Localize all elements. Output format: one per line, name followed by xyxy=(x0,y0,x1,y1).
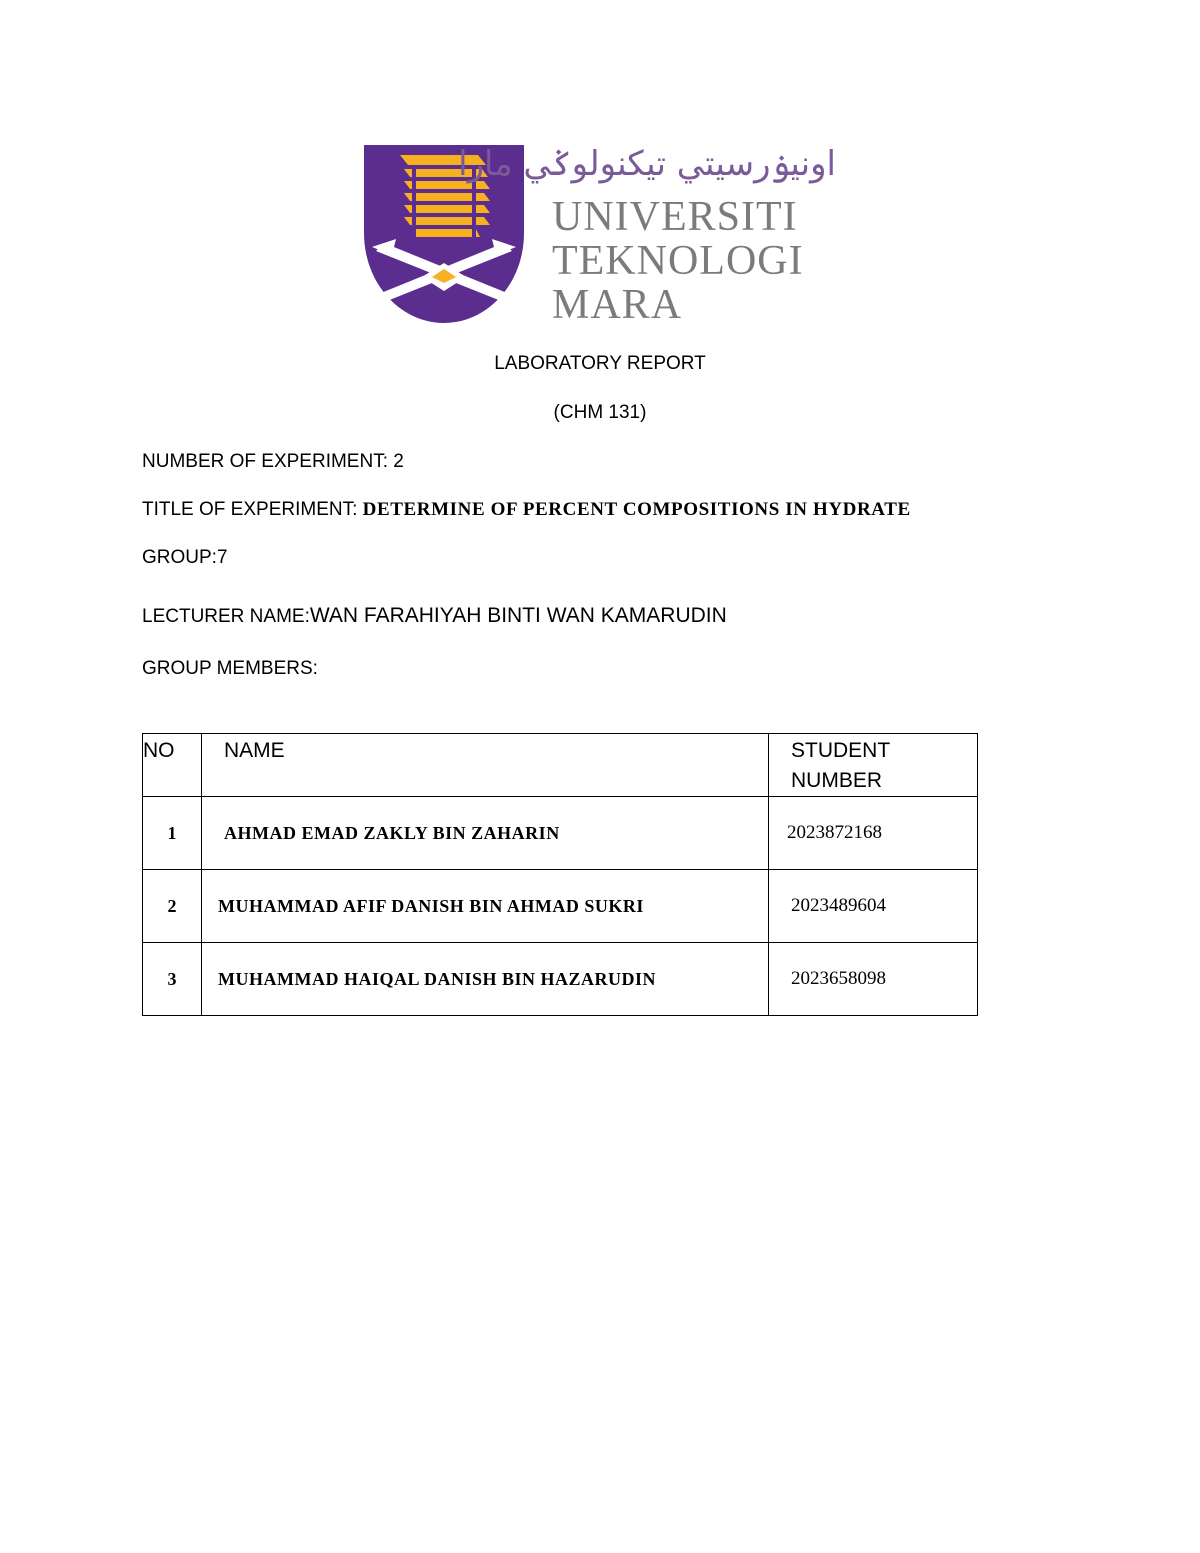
table-header-row xyxy=(143,734,978,797)
lecturer-value: WAN FARAHIYAH BINTI WAN KAMARUDIN xyxy=(309,604,727,627)
table-row xyxy=(143,797,978,870)
logo-arabic-text: اونيۏرسيتي تيكنولوݢي مارا xyxy=(458,144,836,184)
course-code: (CHM 131) xyxy=(553,402,647,423)
header-no: NO xyxy=(143,734,202,797)
lecturer-label: LECTURER NAME: xyxy=(142,606,310,627)
experiment-title-label: TITLE OF EXPERIMENT: xyxy=(142,499,363,520)
table-row xyxy=(143,943,978,1016)
logo-word-universiti: UNIVERSITI xyxy=(552,194,798,240)
row-student-number: 2023489604 xyxy=(769,870,978,943)
university-logo xyxy=(362,143,838,328)
row-name: MUHAMMAD AFIF DANISH BIN AHMAD SUKRI xyxy=(202,870,769,943)
row-student-number: 2023658098 xyxy=(769,943,978,1016)
logo-word-teknologi: TEKNOLOGI xyxy=(552,238,804,284)
row-name: AHMAD EMAD ZAKLY BIN ZAHARIN xyxy=(202,797,769,870)
row-student-number: 2023872168 xyxy=(769,797,978,870)
header-name: NAME xyxy=(202,734,769,797)
header-student-number: STUDENT NUMBER xyxy=(769,734,978,797)
table-row xyxy=(143,870,978,943)
group-number: GROUP:7 xyxy=(142,547,228,568)
report-title: LABORATORY REPORT xyxy=(494,353,706,374)
row-no: 1 xyxy=(143,797,202,870)
experiment-title-value: DETERMINE OF PERCENT COMPOSITIONS IN HYDRATE xyxy=(362,499,911,520)
row-name: MUHAMMAD HAIQAL DANISH BIN HAZARUDIN xyxy=(202,943,769,1016)
members-table xyxy=(142,733,978,1016)
row-no: 3 xyxy=(143,943,202,1016)
row-no: 2 xyxy=(143,870,202,943)
experiment-number: NUMBER OF EXPERIMENT: 2 xyxy=(142,451,404,472)
group-members-heading: GROUP MEMBERS: xyxy=(142,658,318,679)
logo-word-mara: MARA xyxy=(552,282,683,328)
experiment-title xyxy=(142,498,911,522)
lecturer-name xyxy=(142,604,727,629)
